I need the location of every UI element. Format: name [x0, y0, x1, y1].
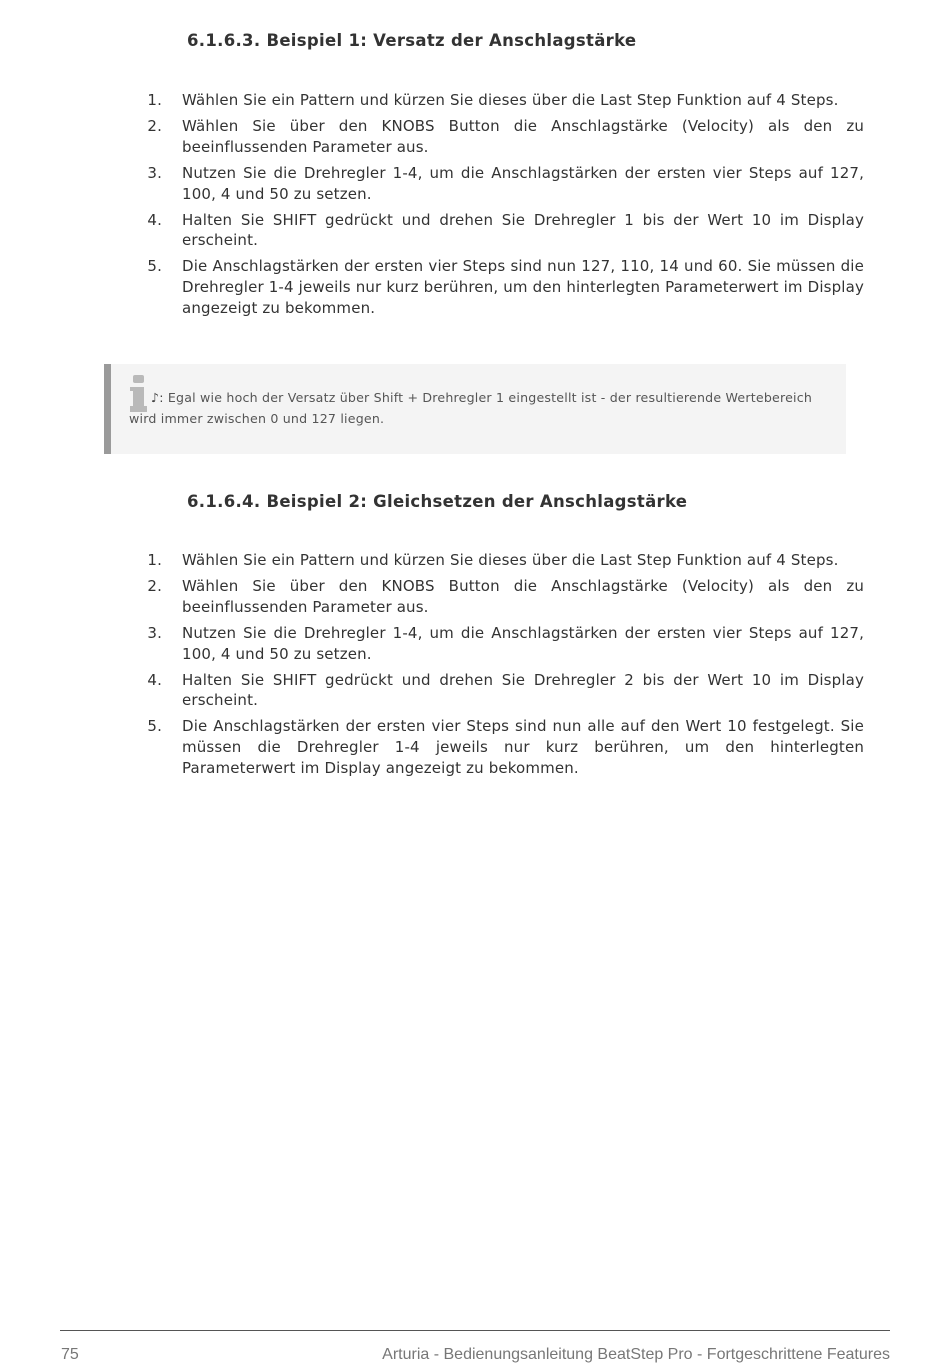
list-item [138, 716, 864, 778]
step-number: 4. [147, 670, 162, 689]
section-heading-example-1: 6.1.6.3. Beispiel 1: Versatz der Anschlagstärke [187, 31, 637, 50]
note-accent-bar [104, 364, 111, 454]
list-item [138, 670, 864, 712]
step-text: Nutzen Sie die Drehregler 1-4, um die Anschlagstärken der ersten vier Steps auf 127, 100, 4 und 50 zu setzen. [182, 163, 864, 203]
info-note-box [104, 364, 846, 454]
list-item [138, 576, 864, 618]
step-text: Die Anschlagstärken der ersten vier Steps sind nun 127, 110, 14 und 60. Sie müssen die Drehregler 1-4 jeweils nur kurz berühren, um den hinterlegten Parameterwert im Display angezeigt zu bekommen. [182, 257, 864, 317]
note-body: Egal wie hoch der Versatz über Shift + Drehregler 1 eingestellt ist - der resultierende Wertebereich wird immer zwischen 0 und 127 liegen. [129, 390, 813, 426]
note-prefix: ♪: [151, 390, 164, 405]
step-text: Wählen Sie über den KNOBS Button die Anschlagstärke (Velocity) als den zu beeinflussenden Parameter aus. [182, 116, 864, 156]
steps-list-example-2 [138, 550, 864, 784]
step-text: Halten Sie SHIFT gedrückt und drehen Sie Drehregler 1 bis der Wert 10 im Display erscheint. [182, 210, 864, 250]
step-number: 4. [147, 210, 162, 229]
step-text: Wählen Sie ein Pattern und kürzen Sie dieses über die Last Step Funktion auf 4 Steps. [182, 551, 839, 569]
step-number: 3. [147, 163, 162, 182]
list-item [138, 623, 864, 665]
footer-title: Arturia - Bedienungsanleitung BeatStep Pro - Fortgeschrittene Features [382, 1346, 890, 1363]
list-item [138, 256, 864, 318]
step-number: 5. [147, 257, 162, 276]
list-item [138, 116, 864, 158]
list-item [138, 90, 864, 111]
step-number: 3. [147, 623, 162, 642]
step-text: Halten Sie SHIFT gedrückt und drehen Sie Drehregler 2 bis der Wert 10 im Display erscheint. [182, 670, 864, 710]
step-number: 2. [147, 116, 162, 135]
step-number: 2. [147, 576, 162, 595]
step-text: Wählen Sie ein Pattern und kürzen Sie dieses über die Last Step Funktion auf 4 Steps. [182, 91, 839, 109]
step-text: Nutzen Sie die Drehregler 1-4, um die Anschlagstärken der ersten vier Steps auf 127, 100, 4 und 50 zu setzen. [182, 623, 864, 663]
steps-list-example-1 [138, 90, 864, 324]
step-text: Wählen Sie über den KNOBS Button die Anschlagstärke (Velocity) als den zu beeinflussenden Parameter aus. [182, 576, 864, 616]
step-number: 1. [147, 91, 162, 109]
step-number: 5. [147, 717, 162, 736]
list-item [138, 163, 864, 205]
list-item [138, 550, 864, 571]
step-text: Die Anschlagstärken der ersten vier Steps sind nun alle auf den Wert 10 festgelegt. Sie müssen die Drehregler 1-4 jeweils nur kurz berühren, um den hinterlegten Parameterwert im Display angezeigt zu bekommen. [182, 717, 864, 777]
section-heading-example-2: 6.1.6.4. Beispiel 2: Gleichsetzen der Anschlagstärke [187, 492, 688, 511]
step-number: 1. [147, 551, 162, 569]
footer-divider [60, 1330, 890, 1331]
note-text [129, 387, 835, 429]
page-number: 75 [61, 1346, 79, 1363]
list-item [138, 210, 864, 252]
